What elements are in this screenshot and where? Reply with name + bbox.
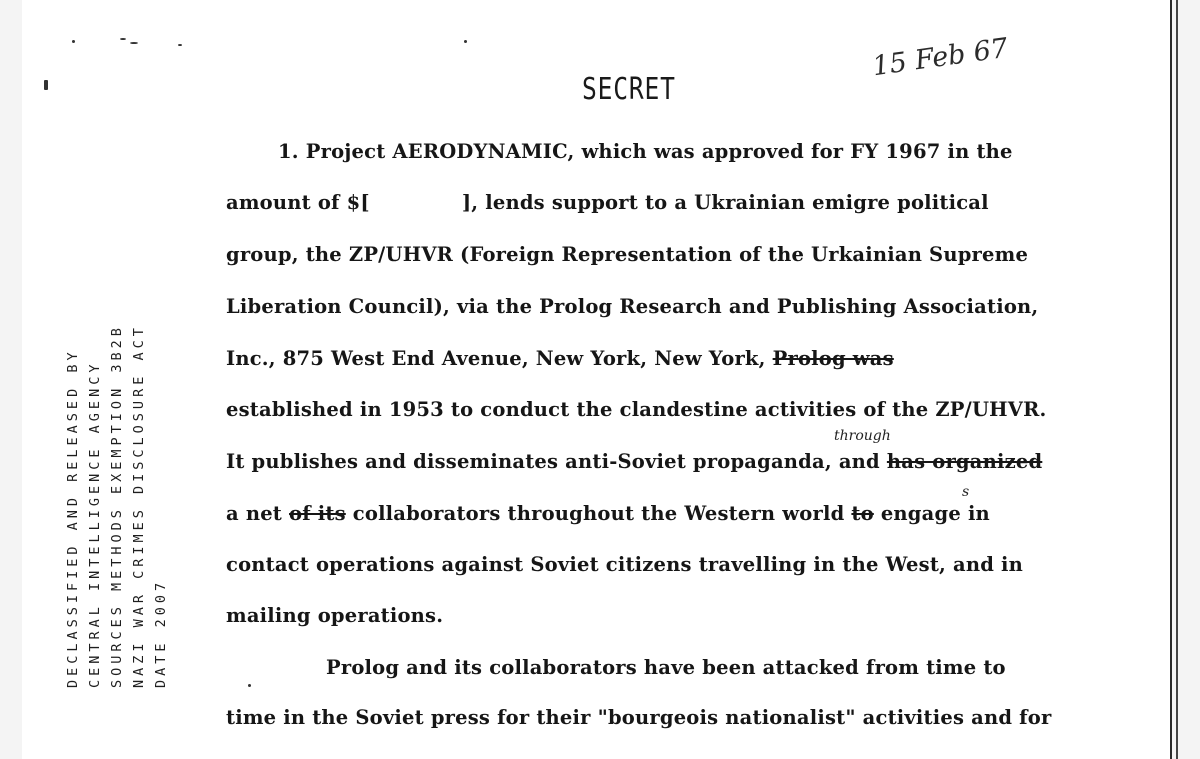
text-run: in <box>967 502 990 525</box>
scan-speck <box>44 80 48 90</box>
text-run: mailing operations. <box>226 604 444 627</box>
text-run: contact operations against Soviet citizens travelling in the West, and in <box>226 553 1024 576</box>
paragraph1-line4 <box>226 295 1038 318</box>
paragraph1-line5 <box>226 347 894 370</box>
document-page <box>22 0 1172 759</box>
scan-speck <box>120 38 126 40</box>
handwritten-insertion: through <box>834 428 891 444</box>
text-run: amount of $ <box>226 191 361 214</box>
classification-marking: SECRET <box>582 72 676 107</box>
handwritten-insertion: s <box>962 484 970 500</box>
redaction-open-bracket: [ <box>360 191 370 214</box>
stamp-line: NAZI WAR CRIMES DISCLOSURE ACT <box>131 324 147 688</box>
struck-text: has organized <box>886 450 1043 473</box>
redaction-close-bracket: ] <box>461 191 472 214</box>
text-run: collaborators throughout the Western world <box>352 502 845 525</box>
text-run: , lends support to a Ukrainian emigre political <box>471 191 989 214</box>
struck-text: Prolog was <box>772 347 894 370</box>
stamp-line: DECLASSIFIED AND RELEASED BY <box>65 348 81 688</box>
paragraph2-line1 <box>326 656 1006 679</box>
text-run: a net <box>226 502 283 525</box>
paragraph1-line3 <box>226 243 1028 266</box>
struck-text: to <box>851 502 874 525</box>
scan-speck <box>130 42 138 44</box>
scan-speck <box>464 40 467 43</box>
struck-text: of its <box>289 502 346 525</box>
text-run: Liberation Council), via the Prolog Research and Publishing Association, <box>226 295 1039 318</box>
text-run: time in the Soviet press for their "bourgeois nationalist" activities and for <box>226 706 1052 729</box>
text-run: established in 1953 to conduct the clandestine activities of the ZP/UHVR. <box>226 398 1047 421</box>
text-run: 1. Project AERODYNAMIC, which was approved for FY 1967 in the <box>278 140 1013 163</box>
handwritten-date: 15 Feb 67 <box>870 32 1010 83</box>
scan-edge <box>1176 0 1178 759</box>
paragraph2-line2 <box>226 706 1051 729</box>
text-run: It publishes and disseminates anti-Soviet propaganda, and <box>226 450 880 473</box>
paragraph1-line1 <box>278 140 1013 163</box>
text-run: group, the ZP/UHVR (Foreign Representation of the Urkainian Supreme <box>226 243 1029 266</box>
stamp-line: SOURCES METHODS EXEMPTION 3B2B <box>109 324 125 688</box>
scan-speck <box>248 684 251 687</box>
paragraph1-line8 <box>226 502 990 525</box>
paragraph1-line7 <box>226 450 1042 473</box>
scan-speck <box>72 40 75 43</box>
declassification-stamp <box>62 324 172 688</box>
text-run: Prolog and its collaborators have been attacked from time to <box>326 656 1006 679</box>
stamp-line: CENTRAL INTELLIGENCE AGENCY <box>87 360 103 688</box>
stamp-line: DATE 2007 <box>153 578 169 688</box>
paragraph1-line10 <box>226 604 443 627</box>
scan-speck <box>178 44 182 46</box>
text-run: Inc., 875 West End Avenue, New York, New York, <box>226 347 766 370</box>
paragraph1-line9 <box>226 553 1023 576</box>
paragraph1-line2 <box>226 191 989 214</box>
paragraph1-line6 <box>226 398 1047 421</box>
text-run: engage <box>880 502 961 525</box>
